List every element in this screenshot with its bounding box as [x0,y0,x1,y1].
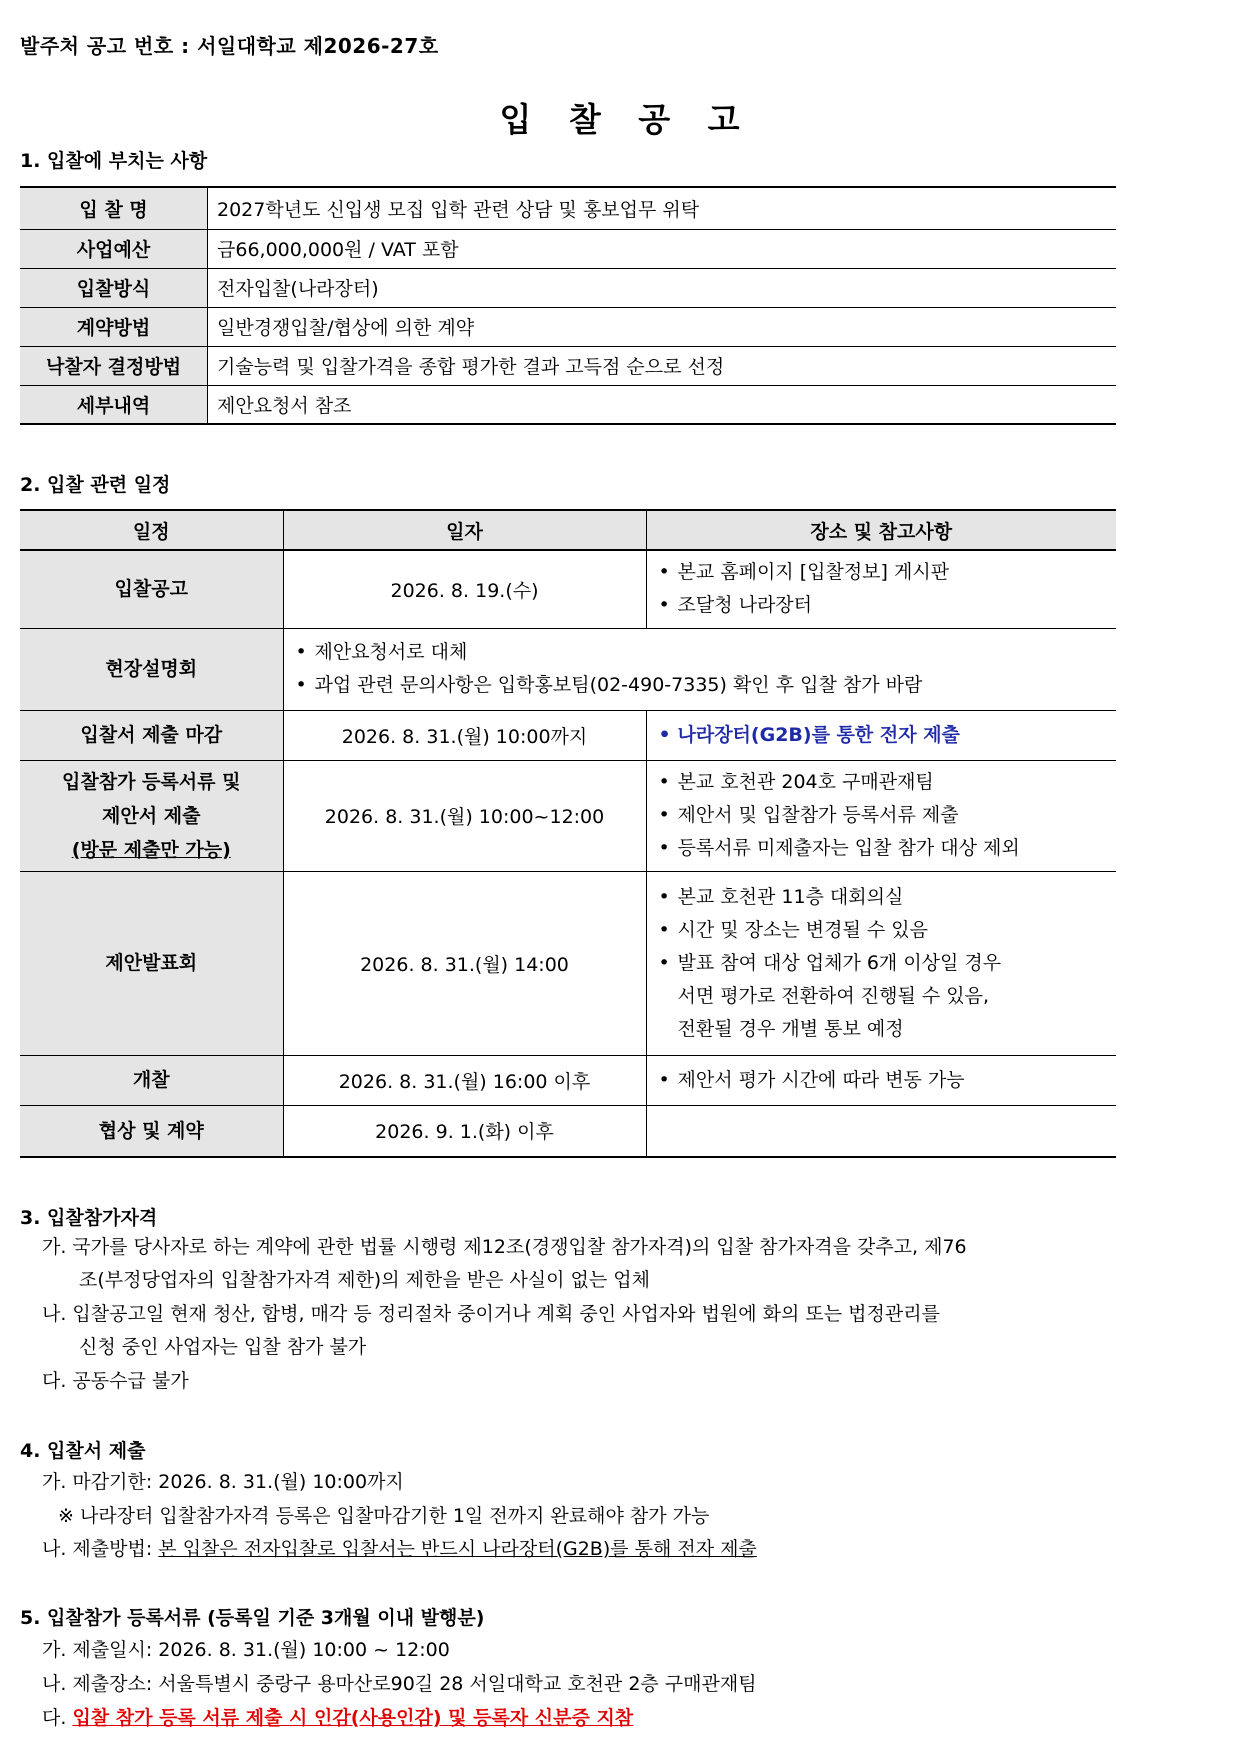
table-row [20,346,1116,385]
list-item: • 본교 호천관 11층 대회의실 [659,881,1117,914]
deadline-note: ※ 나라장터 입찰참가자격 등록은 입찰마감기한 1일 전까지 완료해야 참가 가능 [58,1505,710,1527]
table-header-row [20,510,1116,550]
section3-title: 3. 입찰참가자격 [20,1207,158,1229]
submission-notice [42,1702,633,1735]
bid-summary-table [20,186,1116,425]
method-prefix: 나. 제출방법: [42,1538,159,1560]
schedule-date: 2026. 8. 31.(월) 14:00 [283,871,646,1055]
eligibility-item: 다. 공동수급 불가 [42,1370,189,1392]
row-value: 전자입찰(나라장터) [208,268,1117,307]
schedule-label: 현장설명회 [20,628,283,710]
schedule-date: 2026. 8. 31.(월) 10:00~12:00 [283,760,646,871]
schedule-notes [646,1105,1116,1157]
section2-title: 2. 입찰 관련 일정 [20,474,171,496]
row-label: 입찰방식 [20,268,208,307]
table-row [20,550,1116,628]
schedule-label-line: (방문 제출만 가능) [71,838,231,861]
table-row [20,187,1116,229]
schedule-label: 입찰공고 [20,550,283,628]
row-label: 세부내역 [20,385,208,424]
schedule-notes [283,628,1116,710]
table-row [20,229,1116,268]
list-item: • 제안서 평가 시간에 따라 변동 가능 [659,1064,1117,1097]
schedule-label: 협상 및 계약 [20,1105,283,1157]
schedule-label: 제안발표회 [20,871,283,1055]
list-item: • 본교 호천관 204호 구매관재팀 [659,766,1117,799]
schedule-notes [646,1055,1116,1105]
table-row [20,1055,1116,1105]
eligibility-item-cont: 조(부정당업자의 입찰참가자격 제한)의 제한을 받은 사실이 없는 업체 [79,1269,651,1291]
schedule-notes [646,871,1116,1055]
list-item: • 나라장터(G2B)를 통한 전자 제출 [659,719,1117,752]
schedule-notes [646,710,1116,760]
table-row [20,385,1116,424]
schedule-label [20,760,283,871]
table-row [20,871,1116,1055]
section4-title: 4. 입찰서 제출 [20,1440,146,1462]
row-label: 낙찰자 결정방법 [20,346,208,385]
schedule-notes [646,760,1116,871]
row-value: 기술능력 및 입찰가격을 종합 평가한 결과 고득점 순으로 선정 [208,346,1117,385]
schedule-date: 2026. 9. 1.(화) 이후 [283,1105,646,1157]
eligibility-item: 나. 입찰공고일 현재 청산, 합병, 매각 등 정리절차 중이거나 계획 중인 사업자와 법원에 화의 또는 법정관리를 [42,1303,940,1325]
row-label: 사업예산 [20,229,208,268]
schedule-table [20,509,1116,1158]
submission-place: 나. 제출장소: 서울특별시 중랑구 용마산로90길 28 서일대학교 호천관 2층 구매관재팀 [42,1673,757,1695]
notice-text: 입찰 참가 등록 서류 제출 시 인감(사용인감) 및 등록자 신분증 지참 [72,1707,634,1729]
schedule-date: 2026. 8. 19.(수) [283,550,646,628]
list-item: • 시간 및 장소는 변경될 수 있음 [659,914,1117,947]
schedule-label-line: 입찰참가 등록서류 및 [62,770,241,793]
row-value: 금66,000,000원 / VAT 포함 [208,229,1117,268]
row-value: 제안요청서 참조 [208,385,1117,424]
schedule-notes [646,550,1116,628]
row-label: 입 찰 명 [20,187,208,229]
column-header: 장소 및 참고사항 [646,510,1116,550]
section5-title: 5. 입찰참가 등록서류 (등록일 기준 3개월 이내 발행분) [20,1607,485,1629]
method-text: 본 입찰은 전자입찰로 입찰서는 반드시 나라장터(G2B)를 통해 전자 제출 [158,1538,757,1560]
notice-prefix: 다. [42,1707,73,1729]
column-header: 일자 [283,510,646,550]
section1-title: 1. 입찰에 부치는 사항 [20,150,208,172]
list-item: • 제안서 및 입찰참가 등록서류 제출 [659,799,1117,832]
table-row [20,1105,1116,1157]
row-value: 일반경쟁입찰/협상에 의한 계약 [208,307,1117,346]
eligibility-item-cont: 신청 중인 사업자는 입찰 참가 불가 [79,1336,367,1358]
table-row [20,628,1116,710]
list-item: 전환될 경우 개별 통보 예정 [677,1017,904,1040]
table-row [20,760,1116,871]
schedule-label-line: 제안서 제출 [102,804,201,827]
list-item: • 발표 참여 대상 업체가 6개 이상일 경우 [659,947,1117,980]
document-title: 입 찰 공 고 [499,100,741,139]
list-item: 서면 평가로 전환하여 진행될 수 있음, [677,984,990,1007]
table-row [20,268,1116,307]
method-item [42,1533,757,1566]
schedule-date: 2026. 8. 31.(월) 16:00 이후 [283,1055,646,1105]
eligibility-item: 가. 국가를 당사자로 하는 계약에 관한 법률 시행령 제12조(경쟁입찰 참가자격)의 입찰 참가자격을 갖추고, 제76 [42,1236,967,1258]
list-item: • 과업 관련 문의사항은 입학홍보팀(02-490-7335) 확인 후 입찰 참가 바람 [296,669,1117,702]
row-value: 2027학년도 신입생 모집 입학 관련 상담 및 홍보업무 위탁 [208,187,1117,229]
submission-datetime: 가. 제출일시: 2026. 8. 31.(월) 10:00 ~ 12:00 [42,1639,450,1661]
list-item: • 등록서류 미제출자는 입찰 참가 대상 제외 [659,832,1117,865]
table-row [20,307,1116,346]
list-item: • 제안요청서로 대체 [296,636,1117,669]
column-header: 일정 [20,510,283,550]
row-label: 계약방법 [20,307,208,346]
schedule-label: 입찰서 제출 마감 [20,710,283,760]
schedule-label: 개찰 [20,1055,283,1105]
announcement-number: 발주처 공고 번호 : 서일대학교 제2026-27호 [20,34,439,58]
table-row [20,710,1116,760]
deadline-item: 가. 마감기한: 2026. 8. 31.(월) 10:00까지 [42,1471,404,1493]
list-item: • 본교 홈페이지 [입찰정보] 게시판 [659,556,1117,589]
schedule-date: 2026. 8. 31.(월) 10:00까지 [283,710,646,760]
list-item: • 조달청 나라장터 [659,589,1117,622]
